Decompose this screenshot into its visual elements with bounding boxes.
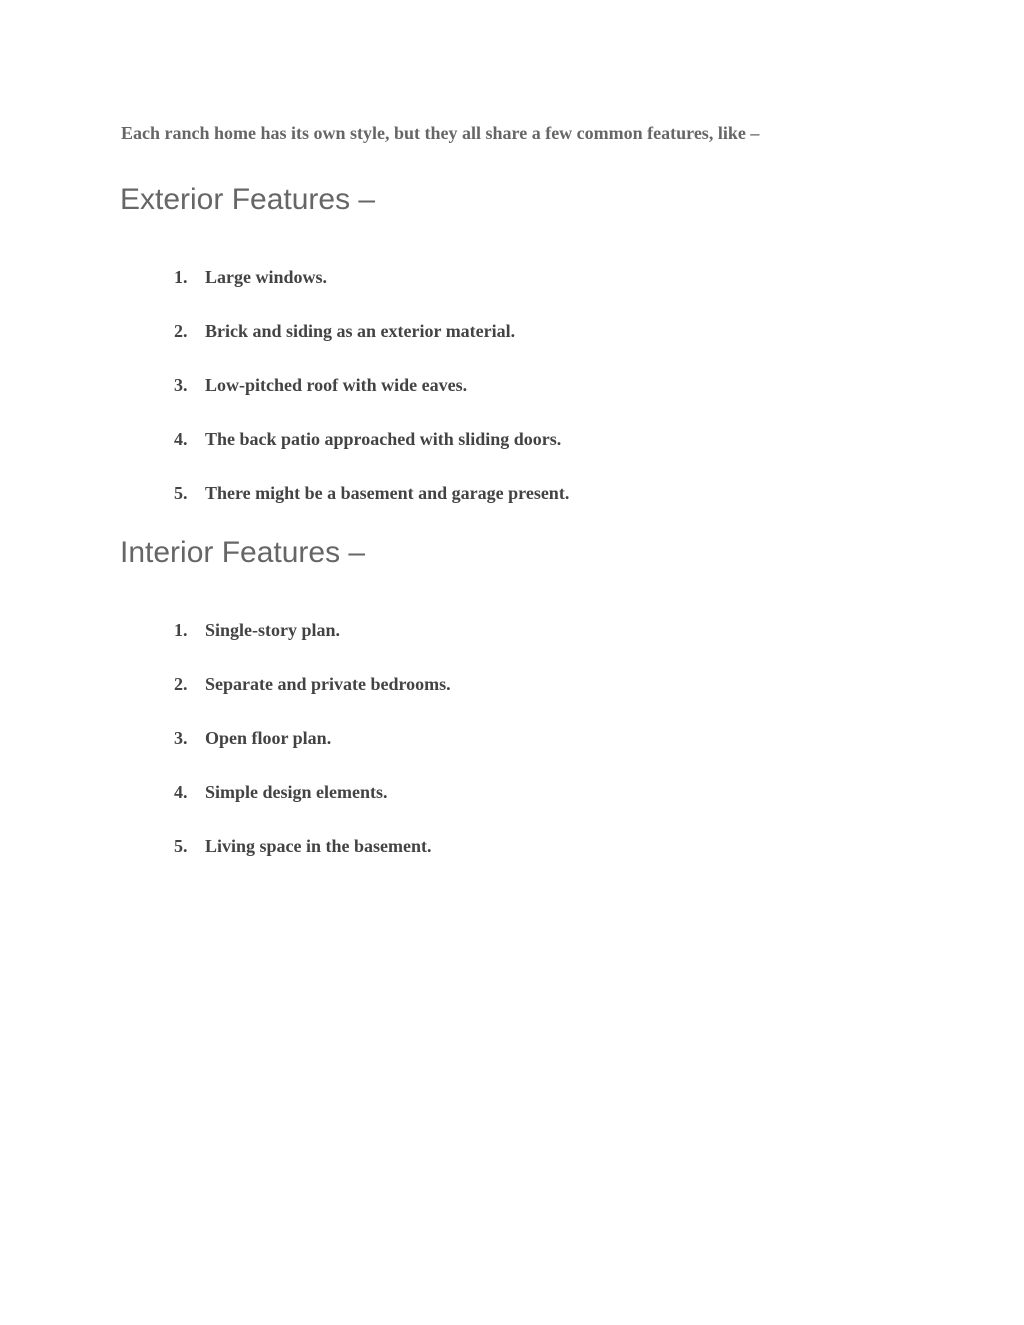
list-item-text: Open floor plan. [205, 728, 332, 748]
list-item-number: 1. [174, 620, 188, 640]
exterior-features-heading: Exterior Features – [120, 183, 376, 216]
interior-features-heading: Interior Features – [120, 536, 366, 569]
list-item-number: 3. [174, 728, 188, 748]
list-item-number: 4. [174, 782, 188, 802]
list-item-text: Low-pitched roof with wide eaves. [205, 375, 468, 395]
list-item-text: Living space in the basement. [205, 836, 432, 856]
list-item-text: There might be a basement and garage present. [205, 483, 570, 503]
list-item-text: Separate and private bedrooms. [205, 674, 451, 694]
list-item-number: 5. [174, 483, 188, 503]
list-item-number: 4. [174, 429, 188, 449]
list-item-number: 2. [174, 674, 188, 694]
list-item-text: Large windows. [205, 267, 328, 287]
list-item-number: 2. [174, 321, 188, 341]
list-item-text: Single-story plan. [205, 620, 341, 640]
list-item-number: 5. [174, 836, 188, 856]
list-item-text: Simple design elements. [205, 782, 388, 802]
list-item-text: The back patio approached with sliding doors. [205, 429, 562, 449]
intro-paragraph: Each ranch home has its own style, but they all share a few common features, like – [121, 123, 760, 143]
list-item-text: Brick and siding as an exterior material. [205, 321, 516, 341]
list-item-number: 3. [174, 375, 188, 395]
list-item-number: 1. [174, 267, 188, 287]
